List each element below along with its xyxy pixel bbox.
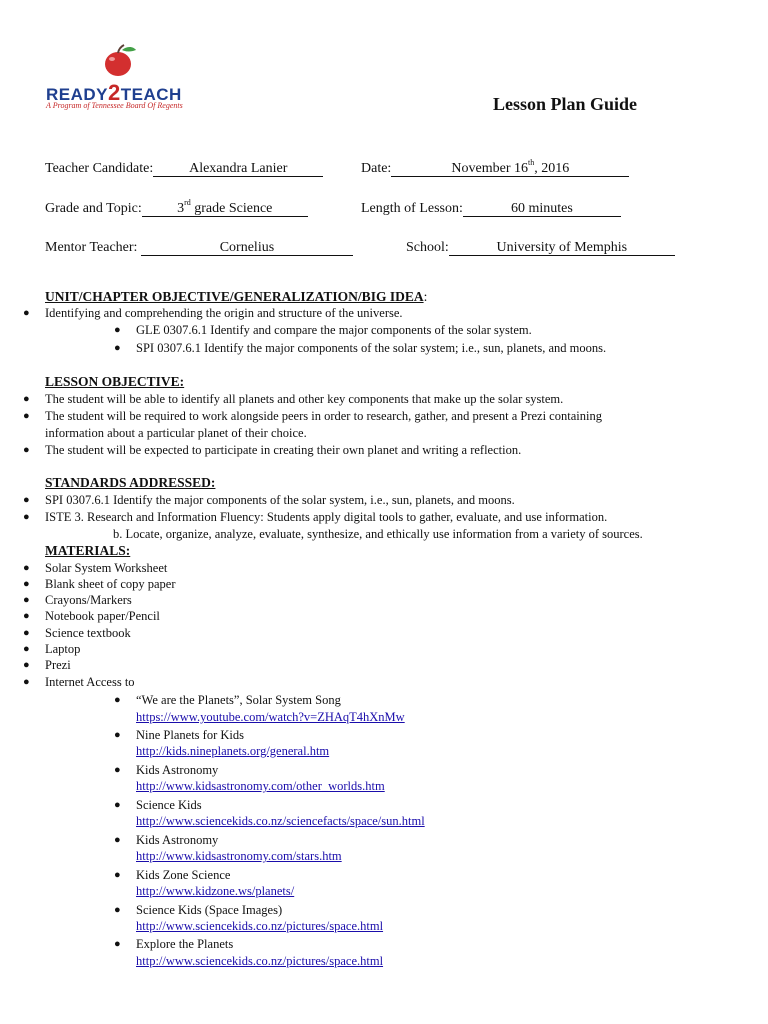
resource-name: Kids Zone Science [136,868,231,882]
bullet-icon: ● [23,511,30,523]
school-value: University of Memphis [449,240,675,256]
bullet-icon: ● [23,578,30,590]
mentor-teacher-value: Cornelius [141,240,353,256]
page-title: Lesson Plan Guide [493,94,638,114]
lesson-objective-item-continued: information about a particular planet of their choice. [45,426,307,440]
materials-item: Prezi [45,658,71,672]
bullet-icon: ● [23,410,30,422]
bullet-icon: ● [114,904,121,916]
unit-objective-subitem: SPI 0307.6.1 Identify the major components of the solar system; i.e., sun, planets, and moons. [136,341,607,355]
bullet-icon: ● [23,594,30,606]
bullet-icon: ● [23,444,30,456]
bullet-icon: ● [114,342,121,354]
resource-name: Explore the Planets [136,937,234,951]
bullet-icon: ● [114,834,121,846]
date-value: November 16th, 2016 [391,161,629,177]
unit-objective-item: Identifying and comprehending the origin and structure of the universe. [45,306,403,320]
bullet-icon: ● [114,938,121,950]
standards-subitem: b. Locate, organize, analyze, evaluate, synthesize, and ethically use information from a variety of sources. [113,527,643,541]
resource-name: Nine Planets for Kids [136,728,244,742]
resource-name: Science Kids [136,798,202,812]
grade-topic-field: Grade and Topic: 3rd grade Science [45,201,308,217]
resource-link[interactable]: http://kids.nineplanets.org/general.htm [136,744,330,758]
bullet-icon: ● [23,393,30,405]
bullet-icon: ● [114,869,121,881]
apple-icon [105,45,136,76]
bullet-icon: ● [23,643,30,655]
grade-topic-value: 3rd grade Science [142,201,308,217]
bullet-icon: ● [114,324,121,336]
bullet-icon: ● [114,694,121,706]
lesson-objective-item: The student will be able to identify all planets and other key components that make up the solar system. [45,392,564,406]
resource-link[interactable]: http://www.kidzone.ws/planets/ [136,884,295,898]
teacher-candidate-value: Alexandra Lanier [153,161,323,177]
logo-wordmark: READY2TEACH [46,80,182,105]
materials-item: Science textbook [45,626,131,640]
resource-name: Science Kids (Space Images) [136,903,283,917]
mentor-teacher-field: Mentor Teacher: Cornelius [45,240,353,256]
school-field: School: University of Memphis [406,240,675,256]
resource-link[interactable]: http://www.sciencekids.co.nz/sciencefacts/space/sun.html [136,814,425,828]
length-value: 60 minutes [463,201,621,217]
resource-link[interactable]: http://www.sciencekids.co.nz/pictures/space.html [136,919,384,933]
materials-item: Notebook paper/Pencil [45,609,160,623]
length-field: Length of Lesson: 60 minutes [361,201,621,217]
bullet-icon: ● [114,764,121,776]
materials-item: Solar System Worksheet [45,561,168,575]
lesson-objective-item: The student will be expected to participate in creating their own planet and writing a reflection. [45,443,522,457]
resource-name: Kids Astronomy [136,833,219,847]
materials-item: Internet Access to [45,675,135,689]
resource-name: “We are the Planets”, Solar System Song [136,693,341,707]
lesson-objective-item: The student will be required to work alongside peers in order to research, gather, and present a Prezi containing [45,409,602,423]
date-field: Date: November 16th, 2016 [361,161,629,177]
materials-item: Laptop [45,642,81,656]
bullet-icon: ● [114,799,121,811]
resource-link[interactable]: http://www.kidsastronomy.com/stars.htm [136,849,342,863]
bullet-icon: ● [23,562,30,574]
resource-name: Kids Astronomy [136,763,219,777]
resource-link[interactable]: http://www.kidsastronomy.com/other_worlds.htm [136,779,385,793]
resource-link[interactable]: http://www.sciencekids.co.nz/pictures/space.html [136,954,384,968]
materials-heading: MATERIALS: [45,543,131,558]
bullet-icon: ● [23,610,30,622]
standards-item: SPI 0307.6.1 Identify the major components of the solar system, i.e., sun, planets, and moons. [45,493,515,507]
unit-objective-heading: UNIT/CHAPTER OBJECTIVE/GENERALIZATION/BIG IDEA: [45,289,428,304]
bullet-icon: ● [114,729,121,741]
lesson-objective-heading: LESSON OBJECTIVE: [45,374,185,389]
materials-item: Crayons/Markers [45,593,132,607]
logo-tagline: A Program of Tennessee Board Of Regents [46,101,183,110]
standards-item: ISTE 3. Research and Information Fluency: Students apply digital tools to gather, evaluate, and use information. [45,510,608,524]
bullet-icon: ● [23,676,30,688]
teacher-candidate-field: Teacher Candidate: Alexandra Lanier [45,161,323,177]
bullet-icon: ● [23,494,30,506]
bullet-icon: ● [23,307,30,319]
unit-objective-subitem: GLE 0307.6.1 Identify and compare the major components of the solar system. [136,323,532,337]
materials-item: Blank sheet of copy paper [45,577,176,591]
standards-heading: STANDARDS ADDRESSED: [45,475,216,490]
bullet-icon: ● [23,659,30,671]
resource-link[interactable]: https://www.youtube.com/watch?v=ZHAqT4hXnMw [136,710,405,724]
bullet-icon: ● [23,627,30,639]
